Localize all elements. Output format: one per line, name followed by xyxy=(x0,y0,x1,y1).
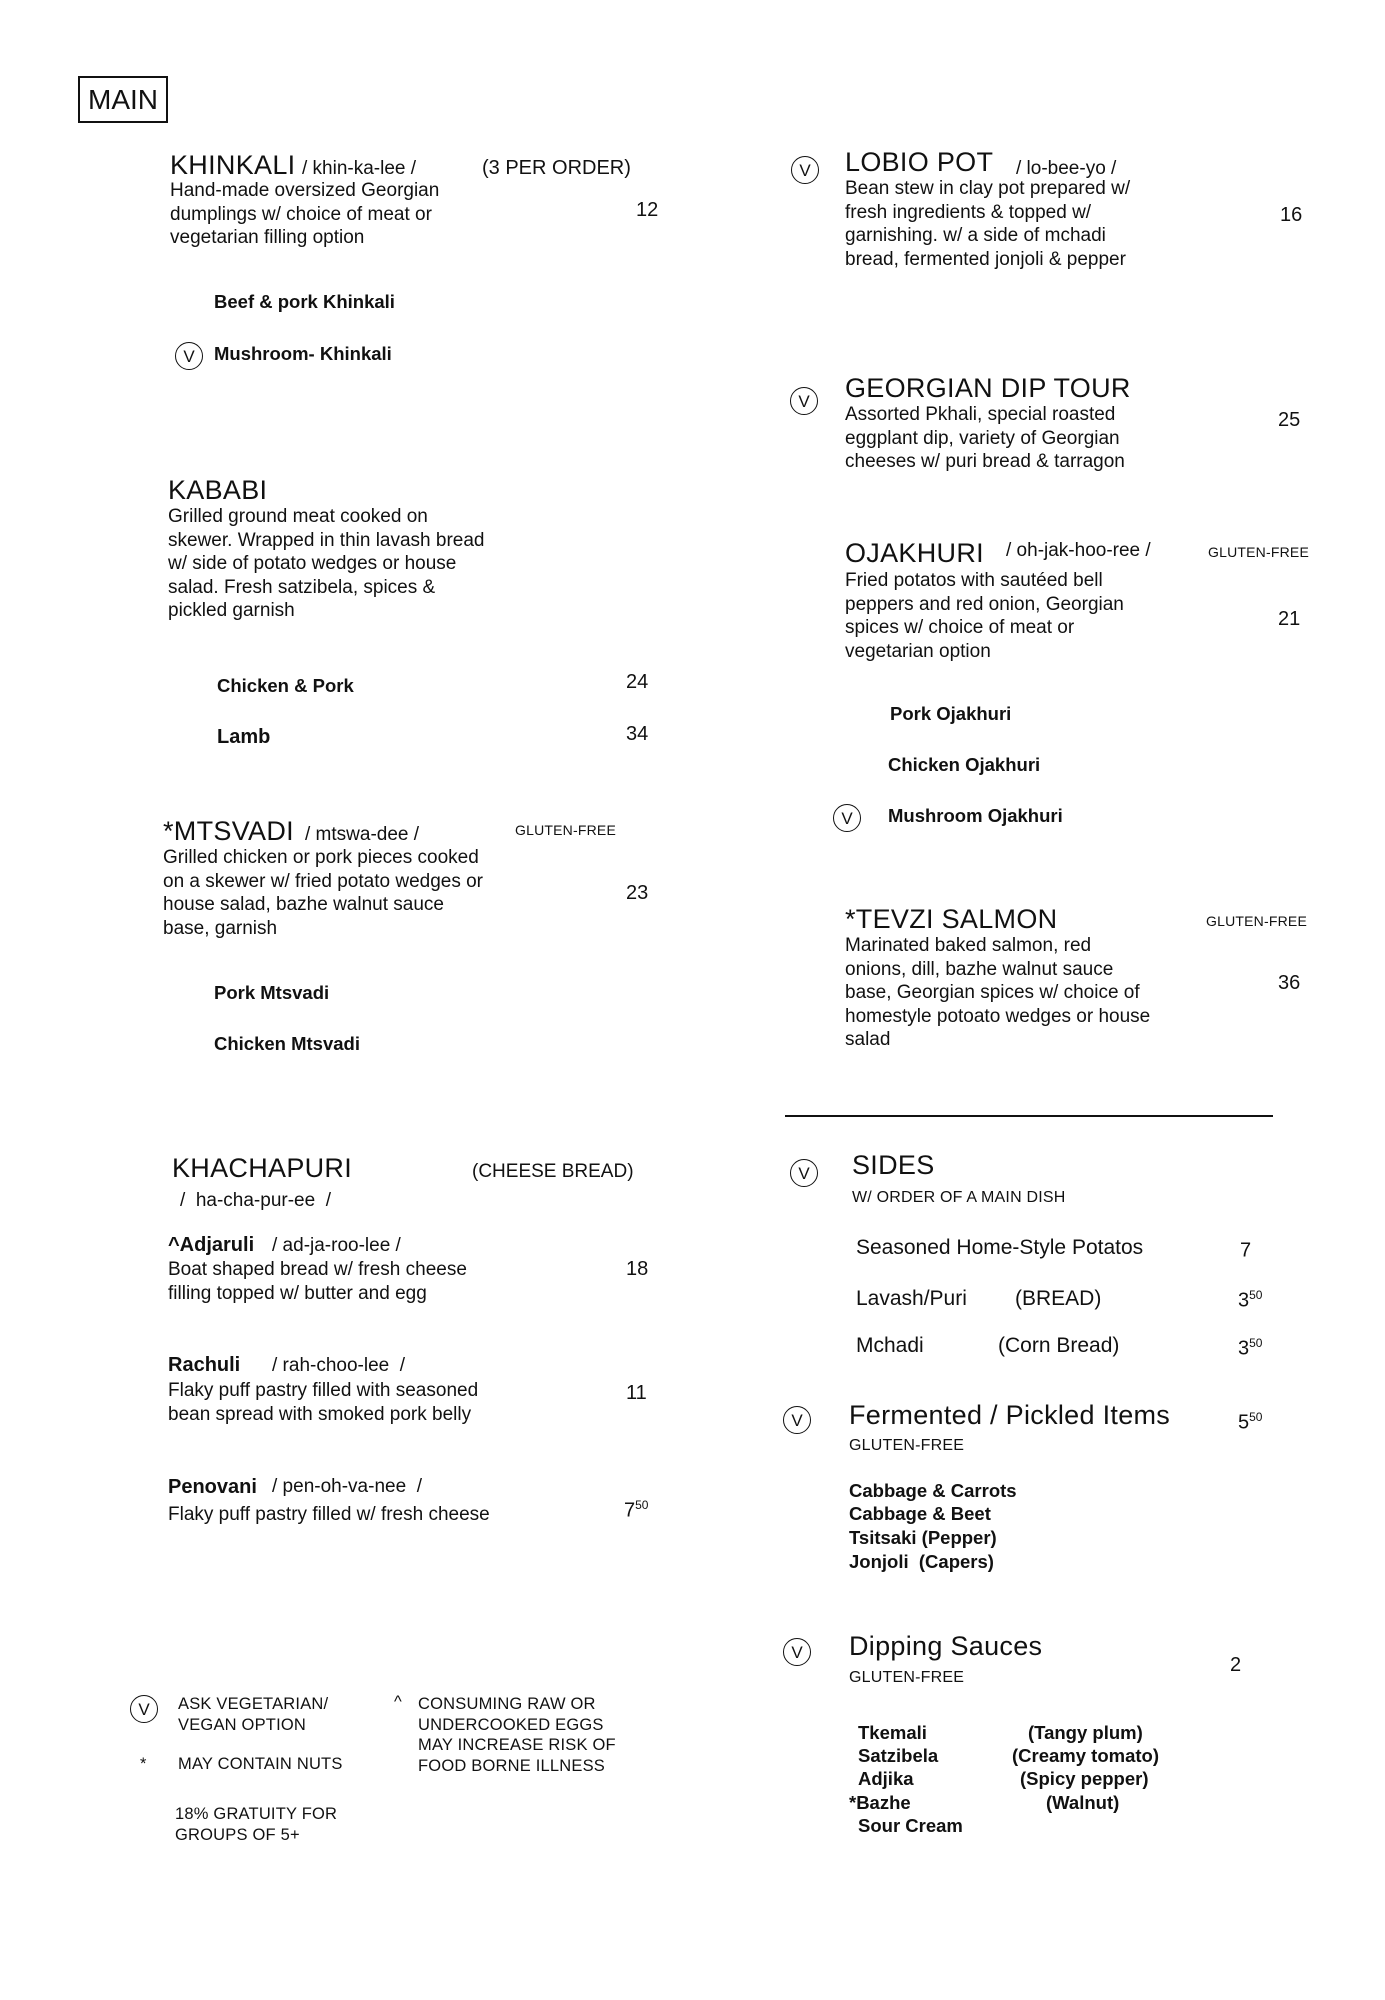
adjaruli-price: 18 xyxy=(626,1258,649,1280)
mtsvadi-description: Grilled chicken or pork pieces cooked on a skewer w/ fried potato wedges or house salad, bazhe walnut sauce base, garnish xyxy=(163,847,484,939)
mtsvadi-option-pork: Pork Mtsvadi xyxy=(214,982,330,1003)
fermented-price: $5^{50}$ xyxy=(1238,1410,1263,1434)
sides-title: SIDES xyxy=(852,1150,935,1180)
adjaruli-name: ^Adjaruli xyxy=(168,1234,255,1256)
side-mchadi-price: $3^{50}$ xyxy=(1238,1336,1263,1360)
khachapuri-pronunciation: / ha-cha-pur-ee / xyxy=(180,1190,332,1211)
khinkali-option-mushroom: Mushroom- Khinkali xyxy=(214,343,392,364)
vegetarian-icon: V xyxy=(783,1406,811,1434)
lobio-pronunciation: / lo-bee-yo / xyxy=(1016,158,1117,179)
ojakhuri-gluten-free-tag: GLUTEN-FREE xyxy=(1208,544,1309,560)
ojakhuri-description: Fried potatos with sautéed bell peppers and red onion, Georgian spices w/ choice of meat or vegetarian option xyxy=(845,570,1124,662)
sauce-item: Satzibela xyxy=(858,1745,939,1766)
mtsvadi-gluten-free-tag: GLUTEN-FREE xyxy=(515,822,616,838)
rachuli-description: Flaky puff pastry filled with seasoned bean spread with smoked pork belly xyxy=(168,1380,479,1425)
mtsvadi-price: 23 xyxy=(626,882,649,904)
legend-vegetarian: ASK VEGETARIAN/ VEGAN OPTION xyxy=(178,1695,329,1734)
penovani-name: Penovani xyxy=(168,1476,257,1498)
mtsvadi-title: *MTSVADI xyxy=(163,816,294,846)
ojakhuri-option-mushroom: Mushroom Ojakhuri xyxy=(888,805,1063,826)
sauce-item: Adjika xyxy=(858,1768,914,1789)
side-mchadi-note: (Corn Bread) xyxy=(998,1334,1120,1357)
penovani-pronunciation: / pen-oh-va-nee / xyxy=(272,1476,422,1497)
salmon-gluten-free-tag: GLUTEN-FREE xyxy=(1206,913,1307,929)
vegetarian-icon: V xyxy=(790,1159,818,1187)
ojakhuri-option-chicken: Chicken Ojakhuri xyxy=(888,754,1041,775)
dip-tour-price: 25 xyxy=(1278,409,1301,431)
sauce-item: Sour Cream xyxy=(858,1815,963,1836)
kababi-title: KABABI xyxy=(168,475,268,505)
fermented-item: Tsitsaki (Pepper) xyxy=(849,1527,997,1548)
dip-tour-description: Assorted Pkhali, special roasted eggplant dip, variety of Georgian cheeses w/ puri bread & tarragon xyxy=(845,404,1125,472)
adjaruli-pronunciation: / ad-ja-roo-lee / xyxy=(272,1235,401,1256)
khinkali-pronunciation: / khin-ka-lee / xyxy=(302,158,417,179)
salmon-price: 36 xyxy=(1278,972,1301,994)
sauce-note: (Walnut) xyxy=(1046,1792,1120,1813)
side-item-lavash: Lavash/Puri xyxy=(856,1287,967,1310)
khinkali-title: KHINKALI xyxy=(170,150,296,180)
khinkali-price: 12 xyxy=(636,199,659,221)
rachuli-name: Rachuli xyxy=(168,1354,241,1376)
sauce-note: (Creamy tomato) xyxy=(1012,1745,1159,1766)
vegetarian-icon: V xyxy=(130,1695,158,1723)
sauce-note: (Tangy plum) xyxy=(1028,1722,1143,1743)
adjaruli-description: Boat shaped bread w/ fresh cheese filling topped w/ butter and egg xyxy=(168,1259,467,1304)
salmon-description: Marinated baked salmon, red onions, dill, bazhe walnut sauce base, Georgian spices w/ choice of homestyle potoato wedges or house salad xyxy=(845,935,1151,1050)
lobio-description: Bean stew in clay pot prepared w/ fresh ingredients & topped w/ garnishing. w/ a side of mchadi bread, fermented jonjoli & pepper xyxy=(845,178,1131,270)
side-lavash-price: $3^{50}$ xyxy=(1238,1288,1263,1312)
kababi-option-lamb: Lamb xyxy=(217,726,271,748)
sides-subtitle: W/ ORDER OF A MAIN DISH xyxy=(852,1189,1066,1206)
khachapuri-note: (CHEESE BREAD) xyxy=(472,1161,634,1182)
legend-nuts: MAY CONTAIN NUTS xyxy=(178,1755,343,1773)
ojakhuri-price: 21 xyxy=(1278,608,1301,630)
lobio-title: LOBIO POT xyxy=(845,147,994,177)
mtsvadi-pronunciation: / mtswa-dee / xyxy=(305,824,420,845)
fermented-gluten-free-tag: GLUTEN-FREE xyxy=(849,1437,965,1454)
khinkali-description: Hand-made oversized Georgian dumplings w/ choice of meat or vegetarian filling option xyxy=(170,180,440,248)
ojakhuri-option-pork: Pork Ojakhuri xyxy=(890,703,1012,724)
ojakhuri-pronunciation: / oh-jak-hoo-ree / xyxy=(1006,540,1151,561)
sauce-item: Tkemali xyxy=(858,1722,927,1743)
side-lavash-note: (BREAD) xyxy=(1015,1287,1102,1310)
legend-raw-mark: ^ xyxy=(394,1693,402,1711)
khinkali-option-beef-pork: Beef & pork Khinkali xyxy=(214,291,395,312)
kababi-chicken-pork-price: 24 xyxy=(626,671,649,693)
side-item-potatos: Seasoned Home-Style Potatos xyxy=(856,1236,1144,1259)
legend-raw-eggs: CONSUMING RAW OR UNDERCOOKED EGGS MAY INCREASE RISK OF FOOD BORNE ILLNESS xyxy=(418,1695,616,1775)
fermented-item: Jonjoli (Capers) xyxy=(849,1551,994,1572)
legend-nuts-mark: * xyxy=(140,1755,147,1773)
mtsvadi-option-chicken: Chicken Mtsvadi xyxy=(214,1033,360,1054)
kababi-option-chicken-pork: Chicken & Pork xyxy=(217,675,354,696)
lobio-price: 16 xyxy=(1280,204,1303,226)
fermented-item: Cabbage & Carrots xyxy=(849,1480,1017,1501)
rachuli-price: 11 xyxy=(626,1382,647,1404)
rachuli-pronunciation: / rah-choo-lee / xyxy=(272,1355,406,1376)
khinkali-order-note: (3 PER ORDER) xyxy=(482,157,631,179)
fermented-item: Cabbage & Beet xyxy=(849,1503,991,1524)
side-potatos-price: 7 xyxy=(1240,1239,1252,1262)
section-label-main: MAIN xyxy=(78,76,168,123)
sauce-item: *Bazhe xyxy=(849,1792,911,1813)
vegetarian-icon: V xyxy=(791,156,819,184)
ojakhuri-title: OJAKHURI xyxy=(845,538,984,568)
section-divider xyxy=(785,1115,1273,1117)
sauces-gluten-free-tag: GLUTEN-FREE xyxy=(849,1669,965,1686)
vegetarian-icon: V xyxy=(783,1638,811,1666)
side-item-mchadi: Mchadi xyxy=(856,1334,924,1357)
khachapuri-title: KHACHAPURI xyxy=(172,1153,353,1183)
kababi-lamb-price: 34 xyxy=(626,723,649,745)
kababi-description: Grilled ground meat cooked on skewer. Wrapped in thin lavash bread w/ side of potato wedges or house salad. Fresh satzibela, spices & pickled garnish xyxy=(168,506,485,621)
sauce-note: (Spicy pepper) xyxy=(1020,1768,1149,1789)
vegetarian-icon: V xyxy=(833,804,861,832)
vegetarian-icon: V xyxy=(790,387,818,415)
sauces-price: 2 xyxy=(1230,1654,1242,1676)
penovani-price: $7^{50}$ xyxy=(624,1498,649,1522)
penovani-description: Flaky puff pastry filled w/ fresh cheese xyxy=(168,1504,490,1525)
dip-tour-title: GEORGIAN DIP TOUR xyxy=(845,373,1131,403)
vegetarian-icon: V xyxy=(175,342,203,370)
salmon-title: *TEVZI SALMON xyxy=(845,904,1058,934)
fermented-title: Fermented / Pickled Items xyxy=(849,1400,1171,1430)
sauces-title: Dipping Sauces xyxy=(849,1631,1043,1661)
legend-gratuity: 18% GRATUITY FOR GROUPS OF 5+ xyxy=(175,1805,338,1844)
